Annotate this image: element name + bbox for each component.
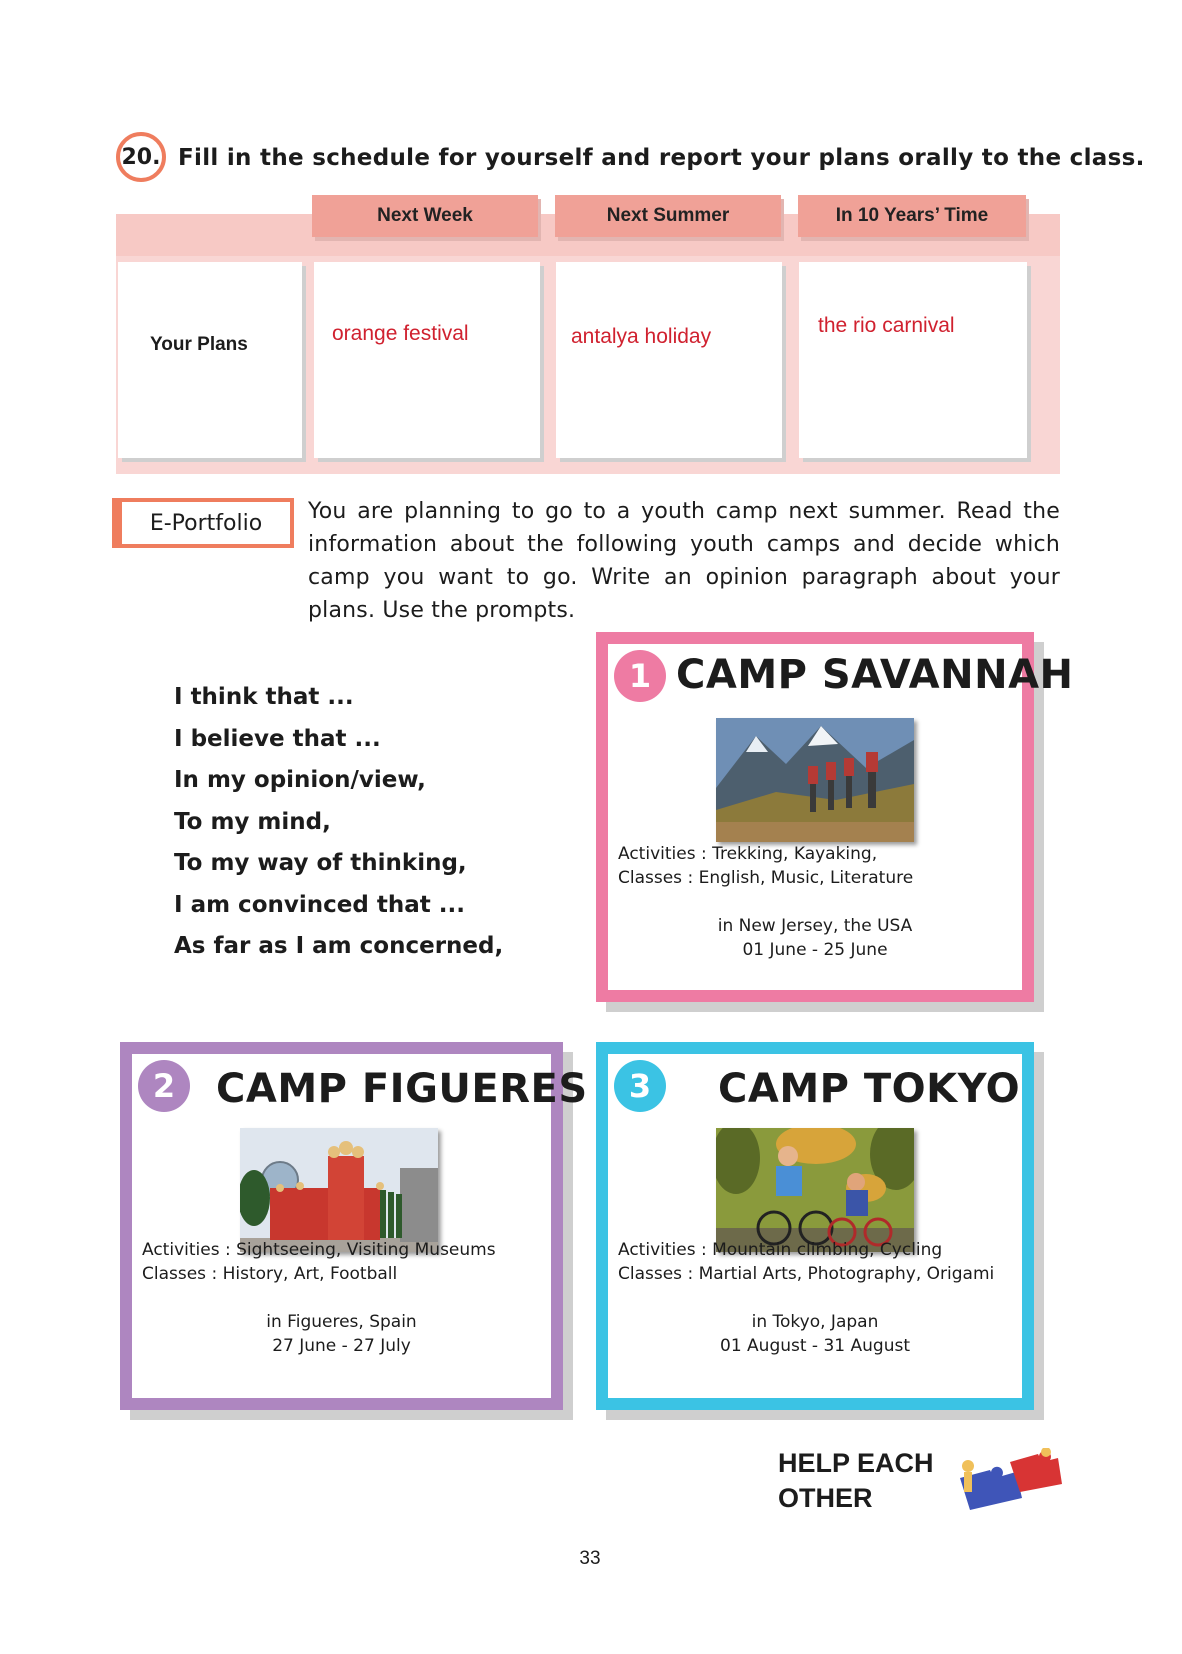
- help-each-other-label: HELP EACH OTHER: [778, 1448, 934, 1513]
- eportfolio-label: E-Portfolio: [118, 498, 294, 548]
- camp-card-tokyo: [596, 1042, 1034, 1410]
- camp-number-badge: 1: [614, 650, 666, 702]
- prompt-item: I think that ...: [174, 684, 354, 710]
- camp-photo-museum: [240, 1128, 438, 1252]
- camp-number-badge: 3: [614, 1060, 666, 1112]
- eportfolio-instructions: You are planning to go to a youth camp next summer. Read the information about the following youth camps and decide which camp you want to go. Write an opinion paragraph about your plans. Use the prompts.: [308, 499, 1060, 623]
- camp-photo-hikers: [716, 718, 914, 842]
- schedule-header-10-years: In 10 Years’ Time: [798, 195, 1026, 237]
- schedule-header-next-week: Next Week: [312, 195, 538, 237]
- schedule-row-label-cell: [118, 262, 302, 458]
- camp-name: CAMP SAVANNAH: [676, 652, 1074, 698]
- camp-dates: 01 June - 25 June: [742, 940, 888, 960]
- exercise-number-badge: 20.: [116, 132, 166, 182]
- prompt-item: I believe that ...: [174, 725, 381, 752]
- camp-location: in Tokyo, Japan: [751, 1312, 879, 1332]
- camp-dates: 01 August - 31 August: [720, 1336, 910, 1356]
- prompt-item: To my way of thinking,: [174, 850, 467, 876]
- schedule-cell-10-years[interactable]: [799, 262, 1027, 458]
- prompt-item: To my mind,: [174, 808, 331, 835]
- camp-classes: Classes : Martial Arts, Photography, Origami: [618, 1264, 995, 1284]
- answer-10-years: the rio carnival: [818, 314, 955, 337]
- schedule-cell-next-week[interactable]: [314, 262, 540, 458]
- schedule-header-next-summer: Next Summer: [555, 195, 781, 237]
- page-number: 33: [579, 1548, 601, 1569]
- puzzle-pieces-icon: [950, 1448, 1062, 1516]
- schedule-row-label: Your Plans: [150, 334, 248, 355]
- camp-dates: 27 June - 27 July: [272, 1336, 411, 1356]
- camp-location: in Figueres, Spain: [266, 1312, 417, 1332]
- camp-photo-cyclists: [716, 1128, 914, 1252]
- schedule-cell-next-summer[interactable]: [556, 262, 782, 458]
- camp-classes: Classes : History, Art, Football: [142, 1264, 398, 1284]
- prompt-item: I am convinced that ...: [174, 891, 465, 918]
- hikers-mountain-image: [716, 718, 914, 842]
- answer-next-week: orange festival: [332, 322, 469, 345]
- opinion-prompts: [174, 684, 503, 975]
- camp-card-figueres: [120, 1042, 588, 1410]
- camp-activities: Activities : Sightseeing, Visiting Museums: [142, 1240, 496, 1260]
- cyclists-image: [716, 1128, 914, 1252]
- dali-museum-image: [240, 1128, 438, 1252]
- camp-card-savannah: [596, 632, 1074, 1002]
- camp-activities: Activities : Trekking, Kayaking,: [618, 844, 878, 864]
- camp-location: in New Jersey, the USA: [717, 916, 913, 936]
- camp-number-badge: 2: [138, 1060, 190, 1112]
- camp-activities: Activities : Mountain climbing, Cycling: [618, 1240, 943, 1260]
- exercise-instruction: Fill in the schedule for yourself and report your plans orally to the class.: [178, 145, 1145, 171]
- answer-next-summer: antalya holiday: [571, 325, 712, 348]
- camp-name: CAMP TOKYO: [718, 1066, 1021, 1112]
- camp-name: CAMP FIGUERES: [216, 1066, 588, 1112]
- camp-classes: Classes : English, Music, Literature: [618, 868, 914, 888]
- prompt-item: In my opinion/view,: [174, 767, 426, 793]
- prompt-item: As far as I am concerned,: [174, 933, 504, 959]
